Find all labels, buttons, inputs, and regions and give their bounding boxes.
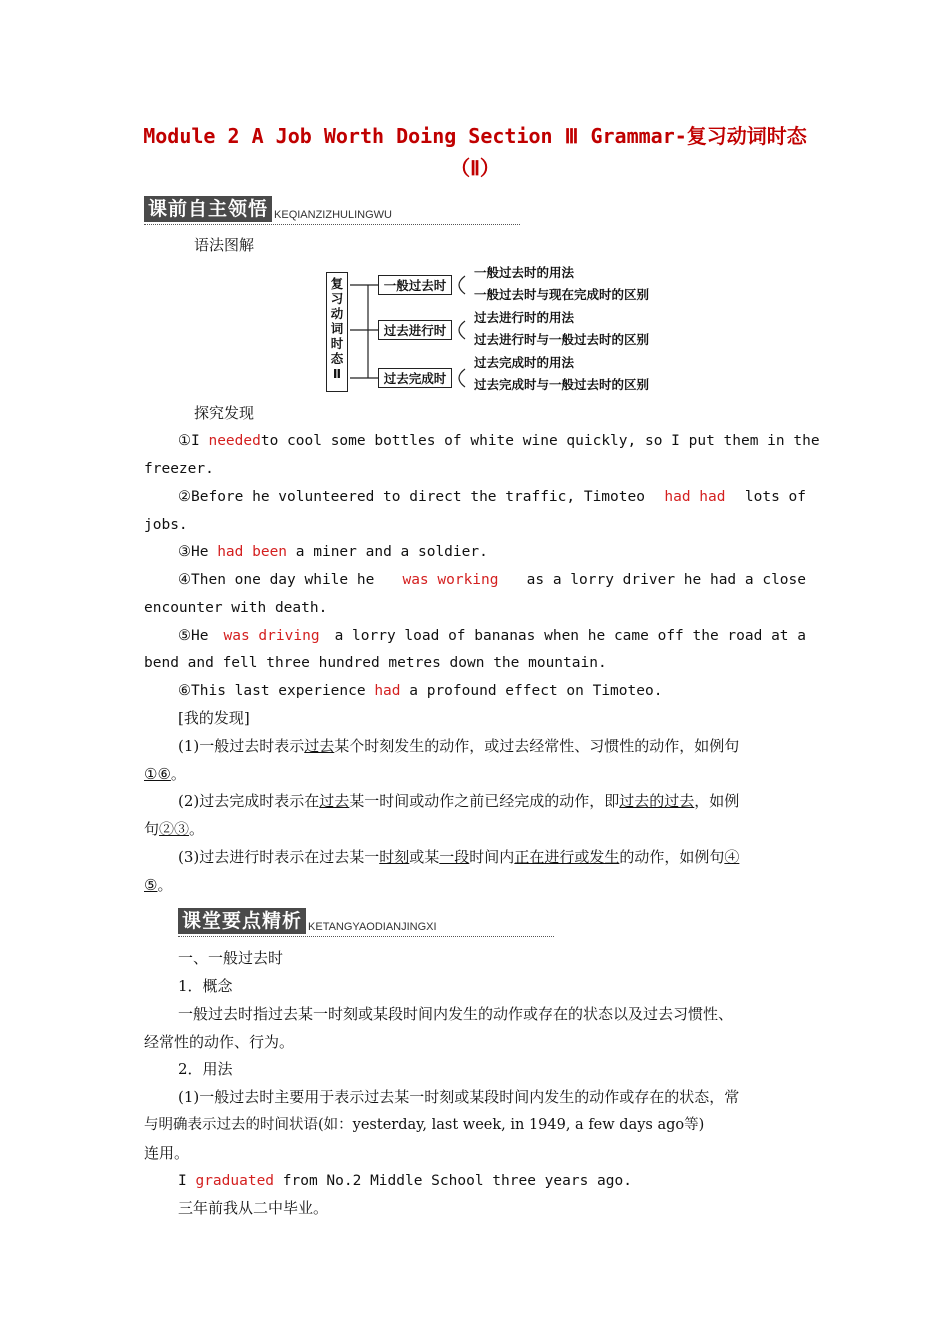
concept-text-cont: 经常性的动作、行为。 xyxy=(144,1033,295,1051)
heading-my-findings: [我的发现] xyxy=(178,709,250,727)
diagram-leaf: 过去完成时的用法 xyxy=(474,355,575,370)
example-3: ③He had been a miner and a soldier. xyxy=(178,544,488,560)
example-1: ①I needed to cool some bottles of white wine quickly, so I put them in the xyxy=(178,433,820,449)
example-4: ④Then one day while he was working as a lorry driver he had a close xyxy=(178,572,806,588)
example-5-cont: bend and fell three hundred metres down the mountain. xyxy=(144,655,607,671)
example-2-cont: jobs. xyxy=(144,517,188,533)
heading-explore: 探究发现 xyxy=(194,404,255,422)
finding-2: (2)过去完成时表示在过去某一时间或动作之前已经完成的动作，即过去的过去，如例 xyxy=(178,792,740,810)
finding-1-cont: ①⑥。 xyxy=(144,765,186,783)
example-4-cont: encounter with death. xyxy=(144,600,328,616)
diagram-leaf: 一般过去时与现在完成时的区别 xyxy=(474,287,650,302)
diagram-leaf: 一般过去时的用法 xyxy=(474,265,575,280)
section-banner-classroom xyxy=(178,908,554,934)
diagram-node-past-perfect: 过去完成时 xyxy=(378,368,452,388)
diagram-root-box: 复 习 动 词 时 态 Ⅱ xyxy=(326,272,348,392)
page-title: Module 2 A Job Worth Doing Section Ⅲ Grammar-复习动词时态 xyxy=(143,124,807,148)
usage-text-end: 连用。 xyxy=(144,1144,190,1162)
diagram-leaf: 过去进行时的用法 xyxy=(474,310,575,325)
usage-example: I graduated from No.2 Middle School three years ago. xyxy=(178,1173,632,1189)
subheading-concept: 1．概念 xyxy=(178,977,233,995)
diagram-node-past-continuous: 过去进行时 xyxy=(378,320,452,340)
usage-text: (1)一般过去时主要用于表示过去某一时刻或某段时间内发生的动作或存在的状态，常 xyxy=(178,1088,740,1106)
finding-2-cont: 句②③。 xyxy=(144,820,205,838)
section-heading: 一、一般过去时 xyxy=(178,949,284,967)
banner-label: 课前自主领悟 xyxy=(144,196,272,222)
example-5: ⑤He was driving a lorry load of bananas when he came off the road at a xyxy=(178,628,806,644)
example-2: ②Before he volunteered to direct the traffic, Timoteo had had lots of xyxy=(178,489,806,505)
example-6: ⑥This last experience had a profound effect on Timoteo. xyxy=(178,683,663,699)
banner-pinyin: KEQIANZIZHULINGWU xyxy=(274,209,392,221)
finding-1: (1)一般过去时表示过去某个时刻发生的动作，或过去经常性、习惯性的动作，如例句 xyxy=(178,737,740,755)
tense-diagram xyxy=(324,265,664,398)
diagram-leaf: 过去完成时与一般过去时的区别 xyxy=(474,377,650,392)
subheading-usage: 2．用法 xyxy=(178,1060,233,1078)
banner-pinyin: KETANGYAODIANJINGXI xyxy=(308,921,437,933)
section-banner-preview xyxy=(144,196,520,222)
usage-text-cont: 与明确表示过去的时间状语(如：yesterday, last week, in 1949, a few days ago等) xyxy=(144,1117,705,1133)
usage-example-translation: 三年前我从二中毕业。 xyxy=(178,1199,329,1217)
page-title-suffix: （Ⅱ） xyxy=(450,156,500,180)
finding-3-cont: ⑤。 xyxy=(144,876,173,894)
diagram-node-simple-past: 一般过去时 xyxy=(378,275,452,295)
heading-grammar-diagram: 语法图解 xyxy=(194,236,255,254)
banner-label: 课堂要点精析 xyxy=(178,908,306,934)
diagram-leaf: 过去进行时与一般过去时的区别 xyxy=(474,332,650,347)
finding-3: (3)过去进行时表示在过去某一时刻或某一段时间内正在进行或发生的动作，如例句④ xyxy=(178,848,740,866)
concept-text: 一般过去时指过去某一时刻或某段时间内发生的动作或存在的状态以及过去习惯性、 xyxy=(178,1005,734,1023)
example-1-cont: freezer. xyxy=(144,461,214,477)
